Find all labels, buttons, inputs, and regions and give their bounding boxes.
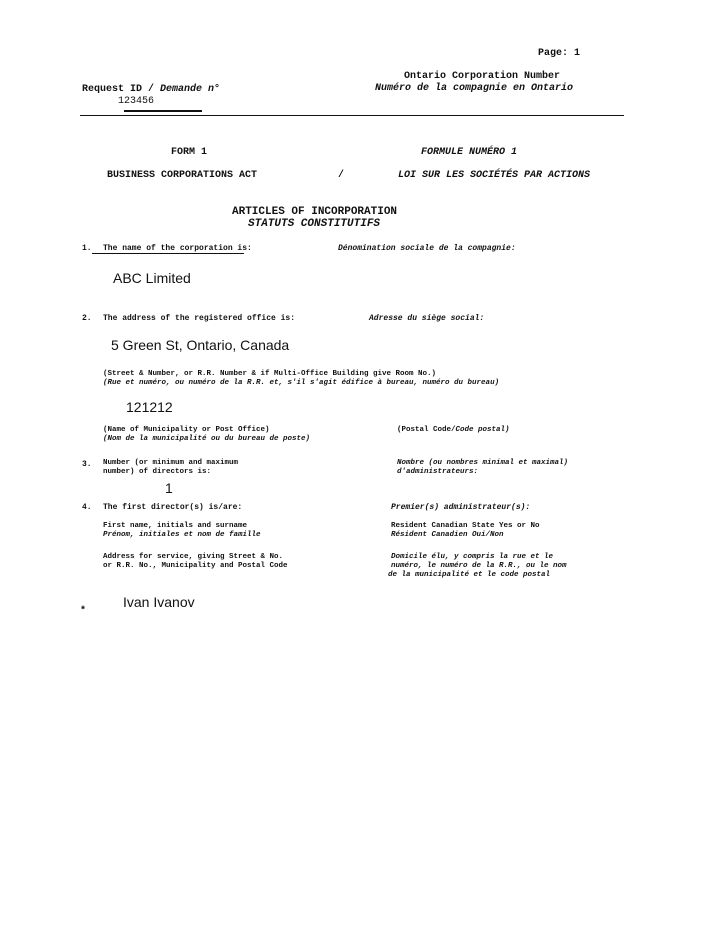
- municipality-note-en: (Name of Municipality or Post Office): [103, 426, 270, 434]
- registered-office-street-value: 5 Green St, Ontario, Canada: [111, 337, 290, 353]
- header-divider: [80, 115, 624, 116]
- postal-code-note-fr: Code postal): [455, 426, 510, 434]
- section-4-label-fr: Premier(s) administrateur(s):: [391, 503, 531, 512]
- request-id-label: [82, 84, 220, 95]
- request-id-label-en: Request ID /: [82, 84, 161, 95]
- number-of-directors-value: 1: [165, 480, 173, 496]
- director-address-note-fr-2: numéro, le numéro de la R.R., ou le nom: [391, 562, 567, 570]
- resident-canadian-note-en: Resident Canadian State Yes or No: [391, 522, 540, 530]
- street-note-en: (Street & Number, or R.R. Number & if Multi-Office Building give Room No.): [103, 370, 437, 378]
- ocn-label-fr: Numéro de la compagnie en Ontario: [375, 83, 574, 94]
- registered-office-postal-value: 121212: [126, 399, 173, 415]
- director-address-note-en-1: Address for service, giving Street & No.: [103, 553, 284, 561]
- section-1-number: 1.: [82, 244, 92, 253]
- page-number: Page: 1: [538, 48, 581, 59]
- document-title-en: ARTICLES OF INCORPORATION: [232, 206, 398, 218]
- section-4-number: 4.: [82, 503, 92, 512]
- section-2-label-en: The address of the registered office is:: [103, 314, 296, 323]
- municipality-note-fr: (Nom de la municipalité ou du bureau de poste): [103, 435, 311, 443]
- request-id-underline: [124, 110, 202, 112]
- section-3-number: 3.: [82, 460, 92, 469]
- act-name-fr: LOI SUR LES SOCIÉTÉS PAR ACTIONS: [398, 170, 591, 181]
- director-name-note-en: First name, initials and surname: [103, 522, 248, 530]
- corporation-name-value: ABC Limited: [113, 270, 191, 286]
- resident-canadian-note-fr: Résident Canadien Oui/Non: [391, 531, 504, 539]
- act-separator: /: [338, 170, 345, 181]
- section-3-label-en-2: number) of directors is:: [103, 468, 212, 476]
- section-3-label-fr-1: Nombre (ou nombres minimal et maximal): [397, 459, 569, 467]
- director-address-note-fr-1: Domicile élu, y compris la rue et le: [391, 553, 554, 561]
- request-id-label-fr: Demande n°: [160, 84, 221, 95]
- section-1-underline: [92, 253, 244, 254]
- director-address-note-en-2: or R.R. No., Municipality and Postal Code: [103, 562, 288, 570]
- form-number-fr: FORMULE NUMÉRO 1: [421, 147, 518, 158]
- form-number-en: FORM 1: [171, 147, 208, 158]
- section-4-label-en: The first director(s) is/are:: [103, 503, 243, 512]
- section-3-label-en-1: Number (or minimum and maximum: [103, 459, 239, 467]
- request-id-value: 123456: [118, 96, 155, 107]
- first-director-value: Ivan Ivanov: [123, 594, 195, 610]
- act-name-en: BUSINESS CORPORATIONS ACT: [107, 170, 258, 181]
- director-address-note-fr-3: de la municipalité et le code postal: [388, 571, 551, 579]
- section-3-label-fr-2: d'administrateurs:: [397, 468, 479, 476]
- postal-code-note: [397, 426, 510, 435]
- section-1-label-fr: Dénomination sociale de la compagnie:: [338, 244, 516, 253]
- section-2-number: 2.: [82, 314, 92, 323]
- director-name-note-fr: Prénom, initiales et nom de famille: [103, 531, 261, 539]
- ocn-label-en: Ontario Corporation Number: [404, 71, 561, 82]
- section-1-label-en: The name of the corporation is:: [103, 244, 252, 253]
- asterisk-marker: *: [80, 606, 87, 617]
- document-title-fr: STATUTS CONSTITUTIFS: [248, 218, 381, 230]
- section-2-label-fr: Adresse du siège social:: [369, 314, 485, 323]
- postal-code-note-en: (Postal Code/: [397, 426, 456, 434]
- street-note-fr: (Rue et numéro, ou numéro de la R.R. et, s'il s'agit édifice à bureau, numéro du bureau): [103, 379, 500, 387]
